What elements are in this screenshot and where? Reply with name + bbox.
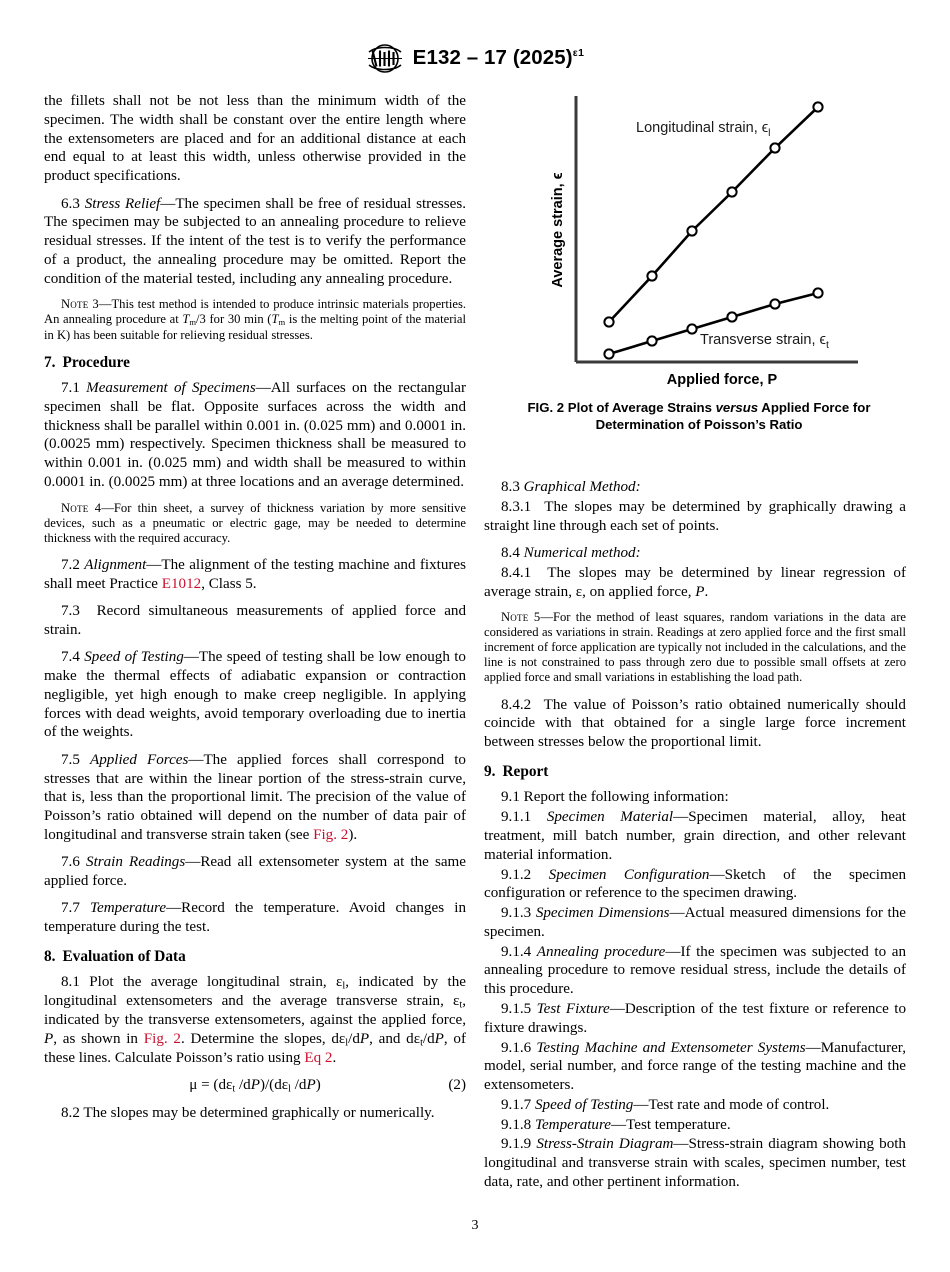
note-5-text: —For the method of least squares, random variations in the data are considered as variations in strain. Readings at zero applied force and the first small increment of force application are typically not included in the calculations, and the line is not constrained to pass through zero due to possible small offsets at zero applied force and small variations in establishing the load path. <box>484 610 906 685</box>
section-9-title: Report <box>502 762 549 780</box>
section-8-3-title: Graphical Method: <box>523 479 641 495</box>
chart-plot-area <box>540 90 880 390</box>
section-6-3-title: Stress Relief <box>84 195 161 212</box>
section-8-1-text-a: Plot the average longitudinal strain, <box>89 974 337 991</box>
equation-2 <box>44 1076 466 1095</box>
section-7-2-number: 7.2 <box>61 556 80 573</box>
section-9-1-6-number: 9.1.6 <box>501 1039 532 1056</box>
note-3 <box>44 297 466 342</box>
equation-sub-t: t <box>232 1084 236 1096</box>
section-8-4-1-text-b: . <box>704 583 709 600</box>
section-7-4 <box>44 648 466 742</box>
section-7-heading <box>44 353 466 372</box>
section-9-1-8-number: 9.1.8 <box>501 1116 532 1133</box>
section-7-4-text: —The speed of testing shall be low enough to make the thermal effects of adiabatic expansion or contraction negligible, yet high enough to make creep negligible. In applying forces with dead weights, avoid temporary overloading due to inertia of the weights. <box>44 649 466 741</box>
section-9-1-2-title: Specimen Configuration <box>548 866 710 883</box>
section-9-1-7 <box>484 1096 906 1115</box>
section-9-1-5-number: 9.1.5 <box>501 1000 532 1017</box>
section-7-1 <box>44 379 466 492</box>
section-8-1-text-e: . Determine the slopes, dε <box>180 1030 346 1047</box>
section-9-1-5-text: —Description of the test fixture or reference to fixture drawings. <box>484 1000 906 1036</box>
section-8-1-text-h: /d <box>422 1030 435 1047</box>
section-9-1-3-number: 9.1.3 <box>501 905 532 922</box>
section-7-4-number: 7.4 <box>61 649 80 666</box>
figure-caption-versus: versus <box>715 400 759 415</box>
data-point <box>604 317 613 326</box>
data-point <box>647 336 656 345</box>
section-7-1-text: —All surfaces on the rectangular specimen shall be flat. Opposite surfaces across the width and thickness shall be parallel within 0.001 in. (0.025 mm) and 0.0001 in. (0.0025 mm) respectively. Specimen thickness shall be measured to within 0.001 in. (0.025 mm) and width shall be measured to within 0.0001 in. (0.0025 mm) at three locations and an average determined. <box>44 380 466 490</box>
data-point <box>687 324 696 333</box>
data-point <box>813 288 822 297</box>
figure-2 <box>484 90 914 434</box>
section-9-1-text: Report the following information: <box>523 789 729 806</box>
section-9-1-8 <box>484 1116 906 1135</box>
equation-part-e: ) <box>315 1077 321 1094</box>
transverse-series-label: Transverse strain, $\epsilon_t$ <box>700 332 829 351</box>
equation-part-c: )/(dε <box>259 1077 289 1094</box>
section-9-1-9 <box>484 1135 906 1191</box>
section-9-1-4 <box>484 943 906 999</box>
section-8-number: 8. <box>44 947 56 965</box>
section-8-4 <box>484 544 906 563</box>
equation-part-d: /d <box>290 1077 307 1094</box>
symbol-P-3: P <box>434 1030 444 1047</box>
section-9-1-3-text: —Actual measured dimensions for the specimen. <box>484 905 906 940</box>
section-7-6 <box>44 853 466 891</box>
section-9-1-4-text: —If the specimen was subjected to an annealing procedure to remove residual stress, include the details of this procedure. <box>484 943 907 998</box>
paragraph-continued: the fillets shall not be not less than the minimum width of the specimen. The width shall be constant over the entire length where the extensometers are placed and for an additional distance at each end equal to at least this width, unless otherwise provided in the product specifications. <box>44 93 466 185</box>
eps-t-1: ε <box>453 993 460 1010</box>
section-9-number: 9. <box>484 762 496 780</box>
data-point <box>770 143 779 152</box>
section-9-1-6-text: —Manufacturer, model, serial number, and force range of the testing machine and the extensometers. <box>484 1039 906 1094</box>
section-7-4-title: Speed of Testing <box>84 649 184 666</box>
data-point <box>813 102 822 111</box>
section-8-3-1-text: The slopes may be determined by graphically drawing a straight line through each set of points. <box>484 498 906 534</box>
section-9-1 <box>484 788 906 807</box>
link-figure-2-ref-a[interactable]: Fig. 2 <box>313 826 349 843</box>
section-8-4-1-number: 8.4.1 <box>501 564 532 581</box>
note-3-tm-1: T <box>182 312 190 327</box>
section-9-1-6-title: Testing Machine and Extensometer Systems <box>536 1039 806 1056</box>
eps-t-1-sub: t <box>459 999 463 1011</box>
note-4-label: Note 4 <box>61 500 102 515</box>
section-7-7-title: Temperature <box>90 900 167 917</box>
left-column <box>44 92 466 1132</box>
section-7-3-number: 7.3 <box>61 603 80 620</box>
section-9-1-5 <box>484 1000 906 1038</box>
section-7-3-text: Record simultaneous measurements of applied force and strain. <box>44 603 466 638</box>
section-7-6-title: Strain Readings <box>86 854 186 871</box>
section-7-6-number: 7.6 <box>61 854 80 871</box>
note-5 <box>484 610 906 685</box>
section-9-1-1-title: Specimen Material <box>546 809 674 826</box>
section-7-number: 7. <box>44 353 56 371</box>
section-9-1-1-number: 9.1.1 <box>501 809 532 826</box>
section-7-5-text-a: —The applied forces shall correspond to stresses that are within the linear portion of the stress-strain curve, that is, less than the proportional limit. The precision of the value of Poisson’s ratio obtained will depend on the number of data pair of longitudinal and transverse strain taken (see <box>44 751 466 843</box>
section-9-1-7-number: 9.1.7 <box>501 1096 532 1113</box>
symbol-P-2: P <box>359 1030 370 1047</box>
section-8-1-text-i: , of these lines. Calculate Poisson’s ratio using <box>44 1030 467 1066</box>
section-9-1-4-number: 9.1.4 <box>501 943 532 960</box>
section-8-1-text-b: , indicated by the longitudinal extensometers and the average transverse strain, <box>44 974 466 1010</box>
section-9-1-5-title: Test Fixture <box>536 1000 610 1017</box>
longitudinal-strain-line <box>609 107 818 322</box>
section-9-1-9-title: Stress-Strain Diagram <box>536 1136 674 1153</box>
note-3-text-b: /3 for 30 min ( <box>196 312 272 327</box>
section-9-1-7-text: —Test rate and mode of control. <box>633 1096 830 1113</box>
equation-number: (2) <box>448 1077 466 1094</box>
section-8-2-number: 8.2 <box>61 1105 80 1122</box>
section-8-3 <box>484 478 906 497</box>
section-8-1-text-g: , and dε <box>369 1030 421 1047</box>
section-9-1-9-text: —Stress-strain diagram showing both longitudinal and transverse strain with scales, specimen number, test data, rate, and other pertinent information. <box>484 1136 906 1191</box>
note-4-text: —For thin sheet, a survey of thickness variation by more sensitive devices, such as a pneumatic or electric gage, may be needed to determine thickness with the required accuracy. <box>44 500 466 545</box>
symbol-P-4: P <box>695 583 705 600</box>
section-8-1-text-d: , as shown in <box>53 1030 144 1047</box>
equation-sub-l: l <box>288 1084 291 1096</box>
equation-P-2: P <box>306 1077 316 1094</box>
longitudinal-series-label: Longitudinal strain, $\epsilon_l$ <box>636 120 771 139</box>
section-7-5-number: 7.5 <box>61 751 80 768</box>
section-9-heading <box>484 762 906 781</box>
section-8-4-number: 8.4 <box>501 544 520 561</box>
section-8-1-text-j: . <box>332 1049 337 1066</box>
section-8-4-2 <box>484 696 906 752</box>
section-8-3-number: 8.3 <box>501 479 520 495</box>
section-8-1 <box>44 973 466 1067</box>
section-7-2-text-b: , Class 5. <box>201 575 257 592</box>
figure-2-caption <box>484 400 914 434</box>
section-9-1-number: 9.1 <box>501 789 520 806</box>
section-8-title: Evaluation of Data <box>62 947 186 965</box>
section-8-4-2-number: 8.4.2 <box>501 696 532 713</box>
section-9-1-7-title: Speed of Testing <box>534 1096 634 1113</box>
section-7-title: Procedure <box>62 353 130 371</box>
symbol-P-1: P <box>44 1030 54 1047</box>
section-7-3 <box>44 602 466 640</box>
data-point <box>727 312 736 321</box>
data-point <box>647 271 656 280</box>
note-4 <box>44 501 466 546</box>
section-8-1-text-f: /d <box>348 1030 360 1047</box>
equation-P-1: P <box>250 1077 260 1094</box>
section-7-5 <box>44 751 466 845</box>
note-3-label: Note 3 <box>61 297 99 312</box>
section-9-1-2-text: —Sketch of the specimen configuration or reference to the specimen drawing. <box>484 866 906 902</box>
note-3-text-c: is the melting point of the material in K) has been suitable for relieving residual stresses. <box>44 312 466 342</box>
section-9-1-1 <box>484 808 906 864</box>
data-point <box>687 226 696 235</box>
epsilon-revision-mark: ε1 <box>572 46 585 59</box>
link-figure-2-ref-b[interactable]: Fig. 2 <box>143 1030 181 1047</box>
section-8-4-1-text-a: The slopes may be determined by linear regression of average strain, ε, on applied force, <box>484 564 907 600</box>
section-9-1-2-number: 9.1.2 <box>501 866 532 883</box>
section-9-1-4-title: Annealing procedure <box>536 943 666 960</box>
section-7-7 <box>44 899 466 937</box>
data-point <box>727 187 736 196</box>
section-9-1-2 <box>484 866 906 904</box>
section-8-4-2-text: The value of Poisson’s ratio obtained numerically should coincide with that obtained for a single large force increment between stresses below the proportional limit. <box>484 696 906 751</box>
section-9-1-8-title: Temperature <box>534 1116 611 1133</box>
section-9-1-3-title: Specimen Dimensions <box>535 905 670 922</box>
figure-caption-part-a: FIG. 2 Plot of Average Strains <box>527 400 716 415</box>
equation-part-a: μ = (dε <box>189 1077 233 1094</box>
section-6-3 <box>44 195 466 289</box>
note-3-tm-2-sub: m <box>278 317 286 328</box>
note-3-text-a: —This test method is intended to produce intrinsic materials properties. An annealing procedure at <box>44 297 466 327</box>
section-7-2 <box>44 556 466 594</box>
section-8-4-title: Numerical method: <box>523 544 641 561</box>
eps-l-1: ε <box>336 974 343 991</box>
section-7-7-number: 7.7 <box>61 900 80 917</box>
section-7-1-title: Measurement of Specimens <box>86 380 256 397</box>
page-number: 3 <box>471 1218 479 1233</box>
section-8-1-number: 8.1 <box>61 974 80 991</box>
link-practice-e1012[interactable]: E1012 <box>161 575 202 592</box>
right-column <box>484 478 906 1200</box>
eps-l-1-sub: l <box>342 981 346 993</box>
section-9-1-6 <box>484 1039 906 1095</box>
section-7-5-text-b: ). <box>348 826 358 843</box>
equation-part-b: /d <box>235 1077 251 1094</box>
note-3-tm-2: T <box>271 312 279 327</box>
section-7-2-text-a: —The alignment of the testing machine and fixtures shall meet Practice <box>44 556 466 592</box>
eps-l-slope-sub: l <box>345 1037 349 1049</box>
designation-text: E132 – 17 (2025) <box>412 45 573 69</box>
section-7-1-number: 7.1 <box>61 380 80 397</box>
chart-y-axis-label: Average strain, ϵ <box>550 172 566 288</box>
note-5-label: Note 5 <box>501 610 541 625</box>
section-9-1-9-number: 9.1.9 <box>501 1136 532 1153</box>
strain-vs-force-chart <box>540 90 880 390</box>
section-8-heading <box>44 947 466 966</box>
link-equation-2[interactable]: Eq 2 <box>304 1049 333 1066</box>
section-7-6-text: —Read all extensometer system at the same applied force. <box>44 854 466 889</box>
data-point <box>604 349 613 358</box>
section-8-2 <box>44 1104 466 1123</box>
data-point <box>770 299 779 308</box>
section-9-1-1-text: —Specimen material, alloy, heat treatment, mill batch number, grain direction, and other relevant material information. <box>484 809 906 863</box>
section-8-4-1 <box>484 564 906 602</box>
section-6-3-number: 6.3 <box>61 195 80 212</box>
figure-caption-part-b: Applied Force for Determination of Poisson’s Ratio <box>595 400 871 432</box>
page-header <box>0 42 950 73</box>
section-8-3-1 <box>484 498 906 536</box>
eps-t-slope-sub: t <box>420 1037 423 1049</box>
section-6-3-text: —The specimen shall be free of residual stresses. The specimen may be subjected to an annealing procedure to relieve residual stresses. If the intent of the test is to verify the performance of a product, the annealing procedure may be omitted. Report the condition of the material tested, including any annealing procedure. <box>44 195 466 287</box>
standard-designation <box>413 46 585 70</box>
section-8-3-1-number: 8.3.1 <box>501 498 532 515</box>
note-3-tm-1-sub: m <box>189 317 197 328</box>
section-9-1-3 <box>484 904 906 942</box>
section-8-2-text: The slopes may be determined graphically or numerically. <box>83 1105 435 1122</box>
section-7-5-title: Applied Forces <box>89 751 189 768</box>
section-7-2-title: Alignment <box>84 556 147 573</box>
section-7-7-text: —Record the temperature. Avoid changes in temperature during the test. <box>44 900 466 936</box>
chart-x-axis-label: Applied force, P <box>666 372 778 388</box>
section-9-1-8-text: —Test temperature. <box>611 1116 731 1133</box>
section-8-1-text-c: , indicated by the transverse extensometers, against the applied force, <box>44 993 466 1029</box>
astm-logo-icon <box>366 43 404 74</box>
